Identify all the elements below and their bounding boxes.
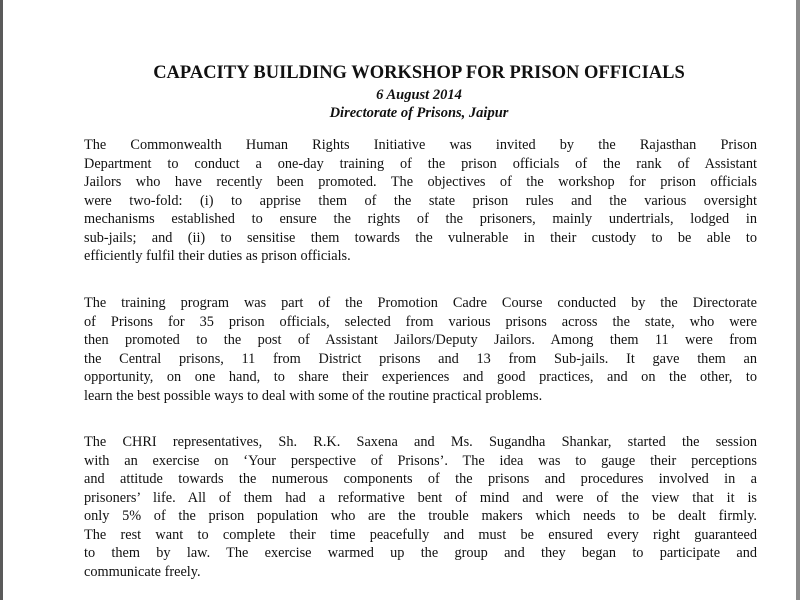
paragraph-line: with an exercise on ‘Your perspective of Prisons’. The idea was to gauge their perceptions — [84, 452, 757, 469]
paragraph-line: only 5% of the prison population who are the trouble makers which needs to be dealt firmly. — [84, 508, 757, 524]
paragraph-line: The rest want to complete their time peacefully and must be ensured every right guaranteed — [84, 526, 757, 543]
document-title: CAPACITY BUILDING WORKSHOP FOR PRISON OFFICIALS — [153, 63, 685, 83]
paragraph-line: prisoners’ life. All of them had a reformative bent of mind and were of the view that it is — [84, 489, 757, 506]
paragraph-line: The training program was part of the Promotion Cadre Course conducted by the Directorate — [84, 295, 757, 311]
paragraph-line: the Central prisons, 11 from District prisons and 13 from Sub-jails. It gave them an — [84, 350, 757, 367]
paragraph-line: The Commonwealth Human Rights Initiative was invited by the Rajasthan Prison — [84, 137, 757, 153]
paragraph-3 — [84, 433, 757, 581]
document-venue: Directorate of Prisons, Jaipur — [329, 105, 509, 121]
paragraph-line: Department to conduct a one-day training of the prison officials of the rank of Assistant — [84, 155, 757, 172]
paragraph-line: of Prisons for 35 prison officials, selected from various prisons across the state, who were — [84, 313, 757, 330]
paragraph-line: learn the best possible ways to deal with some of the routine practical problems. — [84, 387, 543, 404]
paragraph-line: efficiently fulfil their duties as prison officials. — [84, 248, 351, 264]
paragraph-line: then promoted to the post of Assistant Jailors/Deputy Jailors. Among them 11 were from — [84, 332, 757, 348]
paragraph-line: Jailors who have recently been promoted. The objectives of the workshop for prison officials — [84, 174, 757, 190]
paragraph-line: and attitude towards the numerous components of the prisons and procedures involved in a — [84, 471, 757, 487]
paragraph-line: The CHRI representatives, Sh. R.K. Saxena and Ms. Sugandha Shankar, started the session — [84, 434, 757, 450]
paragraph-line: opportunity, on one hand, to share their experiences and good practices, and on the other, to — [84, 369, 757, 385]
paragraph-line: mechanisms established to ensure the rights of the prisoners, mainly undertrials, lodged in — [84, 211, 757, 227]
paragraph-line: were two-fold: (i) to apprise them of the state prison rules and the various oversight — [84, 192, 757, 209]
paragraph-line: sub-jails; and (ii) to sensitise them towards the vulnerable in their custody to be able to — [84, 229, 757, 246]
paragraph-2 — [84, 294, 757, 405]
paragraph-line: to them by law. The exercise warmed up the group and they began to participate and — [84, 545, 757, 561]
paragraph-line: communicate freely. — [84, 563, 201, 580]
paragraph-1 — [84, 136, 757, 266]
document-date: 6 August 2014 — [376, 87, 462, 103]
